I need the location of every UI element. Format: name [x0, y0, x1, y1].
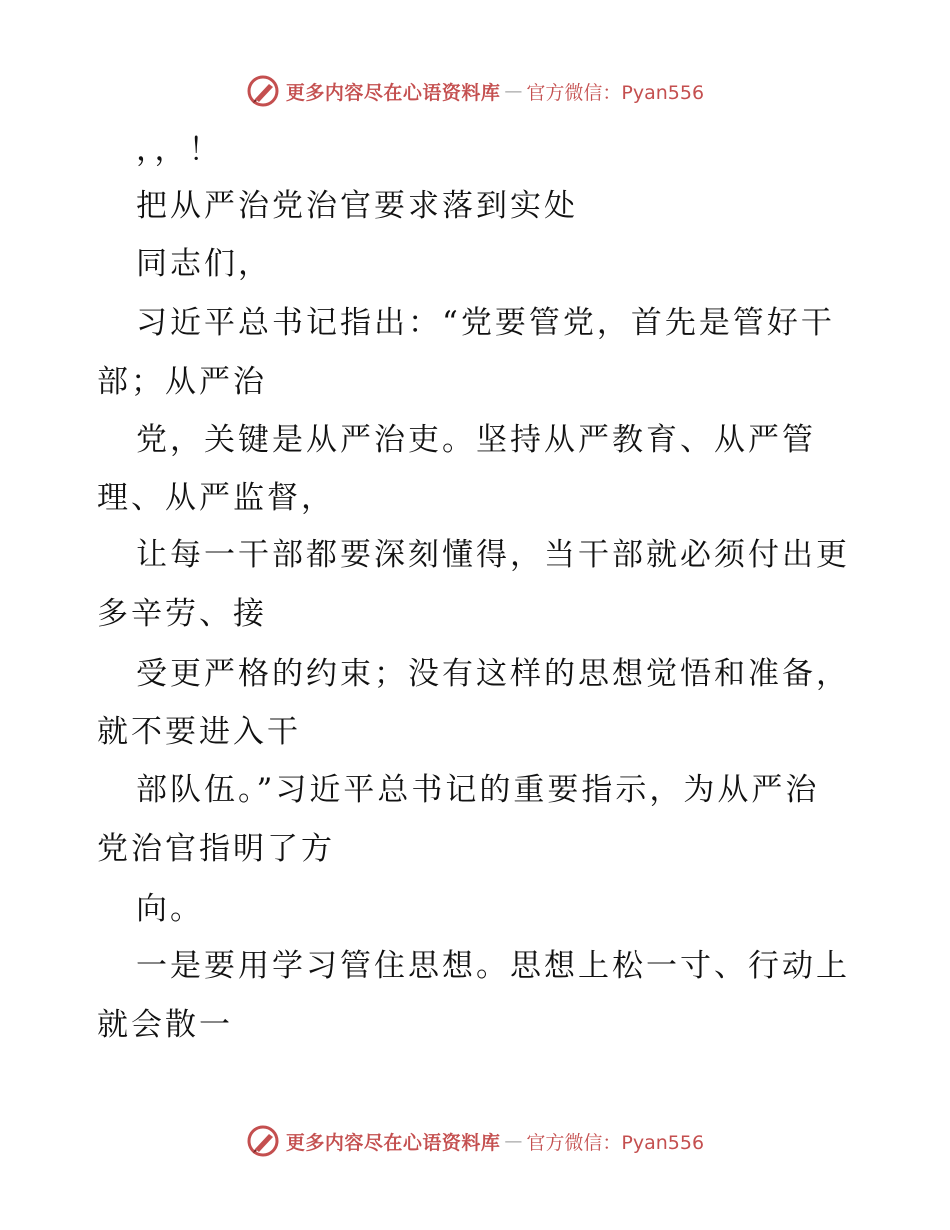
footer-separator: — [504, 1130, 523, 1152]
text-line: 多辛劳、接 [97, 596, 267, 632]
text-line: 就不要进入干 [97, 714, 301, 750]
header-banner [0, 71, 950, 111]
text-line: 习近平总书记指出：“党要管党，首先是管好干 [136, 305, 835, 341]
text-line: 就会散一 [97, 1007, 233, 1043]
document-title: 把从严治党治官要求落到实处 [136, 188, 578, 224]
text-line: 同志们， [136, 246, 272, 282]
text-line: 党，关键是从严治吏。坚持从严教育、从严管 [136, 422, 816, 458]
text-line: 向。 [136, 891, 204, 927]
header-brand: 更多内容尽在心语资料库 [285, 81, 501, 104]
pen-circle-icon [246, 1124, 280, 1158]
footer-brand: 更多内容尽在心语资料库 [285, 1131, 501, 1154]
footer-wechat: 官方微信：Pyan556 [526, 1131, 705, 1154]
text-line: 理、从严监督， [97, 480, 335, 516]
footer-banner [0, 1121, 950, 1161]
text-line: ，，！ [136, 132, 223, 168]
header-separator: — [504, 80, 523, 102]
header-wechat: 官方微信：Pyan556 [526, 81, 705, 104]
text-line: 受更严格的约束；没有这样的思想觉悟和准备， [136, 656, 850, 692]
pen-circle-icon [246, 74, 280, 108]
text-line: 让每一干部都要深刻懂得，当干部就必须付出更 [136, 537, 850, 573]
text-line: 部；从严治 [97, 364, 267, 400]
text-line: 一是要用学习管住思想。思想上松一寸、行动上 [136, 948, 850, 984]
text-line: 党治官指明了方 [97, 831, 335, 867]
text-line: 部队伍。”习近平总书记的重要指示，为从严治 [136, 772, 820, 808]
